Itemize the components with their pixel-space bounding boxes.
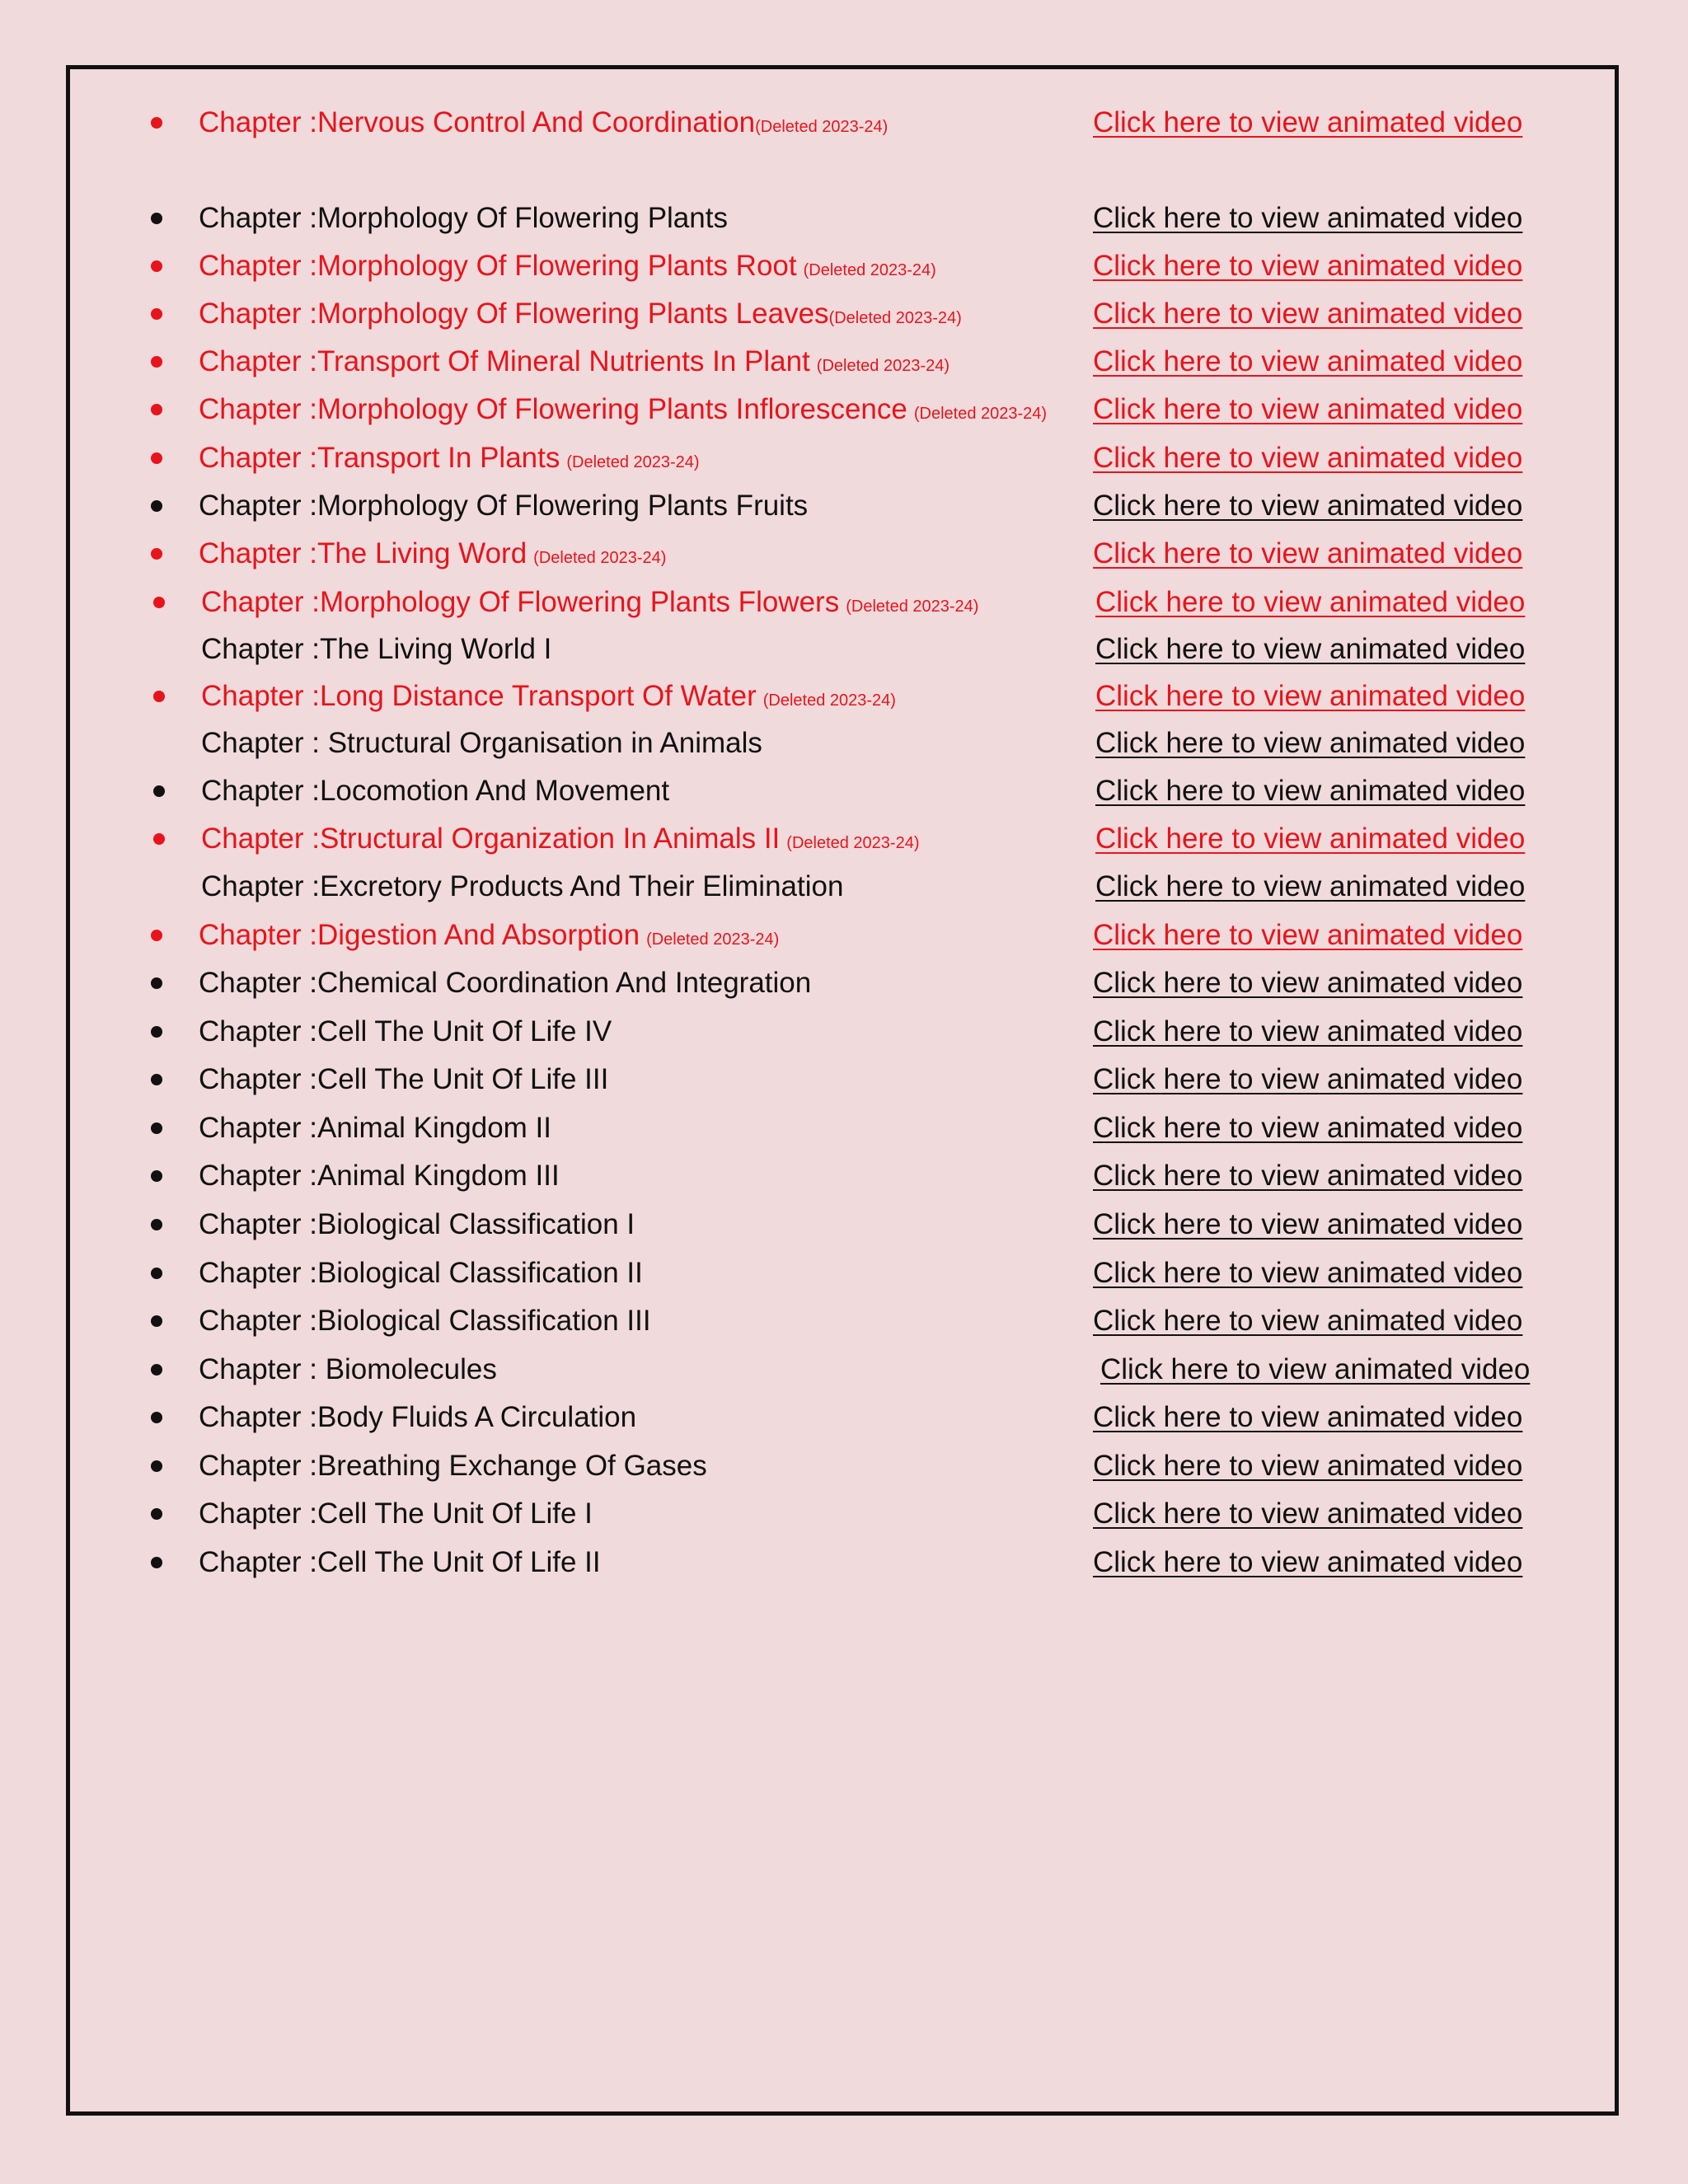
- chapter-title: [201, 815, 920, 867]
- chapter-title: [199, 959, 811, 1007]
- bullet-icon: [153, 691, 165, 702]
- bullet-icon: [151, 1315, 162, 1327]
- chapter-title-text: Chapter :Biological Classification I: [199, 1208, 635, 1240]
- list-item: [0, 767, 1688, 815]
- chapter-title-text: Chapter :Morphology Of Flowering Plants Fruits: [199, 490, 809, 522]
- chapter-title-text: Chapter :Morphology Of Flowering Plants Root: [199, 250, 797, 282]
- video-link[interactable]: Click here to view animated video: [1093, 537, 1523, 569]
- video-link[interactable]: Click here to view animated video: [1093, 1257, 1523, 1289]
- chapter-title-text: Chapter :Morphology Of Flowering Plants Leaves: [199, 298, 829, 330]
- chapter-title-text: Chapter : Biomolecules: [199, 1353, 497, 1385]
- video-link[interactable]: Click here to view animated video: [1095, 870, 1526, 902]
- chapter-title: [199, 290, 962, 342]
- video-link[interactable]: Click here to view animated video: [1095, 680, 1526, 712]
- video-link[interactable]: Click here to view animated video: [1093, 490, 1523, 522]
- chapter-title: [199, 386, 1047, 438]
- video-link[interactable]: Click here to view animated video: [1093, 919, 1523, 951]
- bullet-icon: [151, 117, 162, 129]
- video-link[interactable]: Click here to view animated video: [1100, 1353, 1531, 1385]
- chapter-title-text: Chapter :Locomotion And Movement: [201, 775, 670, 807]
- bullet-icon: [151, 404, 162, 415]
- chapter-title: [199, 1201, 635, 1249]
- bullet-icon: [151, 1557, 162, 1568]
- list-item: [0, 194, 1688, 242]
- chapter-title: [199, 194, 728, 242]
- chapter-title: [199, 99, 888, 151]
- list-item: [0, 434, 1688, 482]
- chapter-title: [199, 1442, 707, 1490]
- video-link[interactable]: Click here to view animated video: [1093, 1450, 1523, 1482]
- chapter-title-text: Chapter :Nervous Control And Coordination: [199, 106, 756, 138]
- chapter-title: [201, 767, 669, 815]
- bullet-icon: [153, 597, 165, 608]
- deleted-note: (Deleted 2023-24): [816, 357, 950, 375]
- chapter-title-text: Chapter :Biological Classification III: [199, 1305, 651, 1337]
- chapter-title-text: Chapter :Structural Organization In Animals II: [201, 823, 781, 855]
- list-item: [0, 1539, 1688, 1586]
- chapter-title-text: Chapter :Morphology Of Flowering Plants: [199, 202, 728, 234]
- video-link[interactable]: Click here to view animated video: [1093, 1497, 1523, 1530]
- list-item: [0, 1394, 1688, 1441]
- bullet-icon: [151, 1268, 162, 1279]
- chapter-title-text: Chapter :Chemical Coordination And Integration: [199, 967, 812, 999]
- list-item: [0, 386, 1688, 434]
- bullet-icon: [151, 1170, 162, 1182]
- video-link[interactable]: Click here to view animated video: [1093, 1305, 1523, 1337]
- deleted-note: (Deleted 2023-24): [762, 691, 896, 710]
- chapter-title-text: Chapter :Excretory Products And Their Elimination: [201, 870, 844, 902]
- video-link[interactable]: Click here to view animated video: [1093, 1208, 1523, 1240]
- list-item: [0, 959, 1688, 1007]
- video-link[interactable]: Click here to view animated video: [1093, 1015, 1523, 1047]
- chapter-title: [199, 482, 808, 530]
- deleted-note: (Deleted 2023-24): [828, 309, 962, 327]
- list-item: [0, 863, 1688, 911]
- chapter-title-text: Chapter :Morphology Of Flowering Plants Inflorescence: [199, 393, 907, 425]
- chapter-title: [199, 1539, 601, 1586]
- bullet-icon: [151, 1412, 162, 1423]
- bullet-icon: [151, 1219, 162, 1230]
- bullet-icon: [151, 308, 162, 320]
- chapter-title-text: Chapter :Cell The Unit Of Life III: [199, 1063, 609, 1095]
- chapter-title-text: Chapter :Cell The Unit Of Life IV: [199, 1015, 612, 1047]
- chapter-title: [201, 719, 762, 767]
- deleted-note: (Deleted 2023-24): [786, 834, 920, 852]
- video-link[interactable]: Click here to view animated video: [1095, 586, 1526, 618]
- video-link[interactable]: Click here to view animated video: [1093, 1160, 1523, 1192]
- list-item: [0, 530, 1688, 578]
- list-item: [0, 482, 1688, 530]
- video-link[interactable]: Click here to view animated video: [1093, 967, 1523, 999]
- list-item: [0, 719, 1688, 767]
- list-item: [0, 626, 1688, 673]
- list-item: [0, 1442, 1688, 1490]
- chapter-title: [199, 1394, 636, 1441]
- chapter-title-text: Chapter :Animal Kingdom II: [199, 1112, 551, 1144]
- chapter-title: [201, 673, 896, 724]
- chapter-title: [199, 912, 779, 963]
- list-item: [0, 673, 1688, 720]
- bullet-icon: [151, 1364, 162, 1376]
- list-item: [0, 1104, 1688, 1152]
- deleted-note: (Deleted 2023-24): [566, 453, 700, 471]
- video-link[interactable]: Click here to view animated video: [1093, 298, 1523, 330]
- chapter-title-text: Chapter :The Living Word: [199, 537, 528, 569]
- chapter-title: [201, 626, 551, 673]
- bullet-icon: [151, 260, 162, 272]
- video-link[interactable]: Click here to view animated video: [1095, 823, 1526, 855]
- chapter-title-text: Chapter :Long Distance Transport Of Water: [201, 680, 757, 712]
- list-item: [0, 242, 1688, 290]
- chapter-title: [199, 1056, 608, 1104]
- deleted-note: (Deleted 2023-24): [533, 549, 667, 567]
- chapter-title: [199, 1297, 651, 1345]
- bullet-icon: [151, 500, 162, 512]
- chapter-title-text: Chapter :Digestion And Absorption: [199, 919, 640, 951]
- bullet-icon: [151, 1122, 162, 1134]
- video-link[interactable]: Click here to view animated video: [1093, 1401, 1523, 1433]
- deleted-note: (Deleted 2023-24): [755, 118, 889, 136]
- chapter-title: [199, 434, 700, 486]
- video-link[interactable]: Click here to view animated video: [1093, 202, 1523, 234]
- video-link[interactable]: Click here to view animated video: [1093, 393, 1523, 425]
- bullet-icon: [151, 930, 162, 941]
- bullet-icon: [153, 785, 165, 797]
- list-item: [0, 338, 1688, 386]
- chapter-title-text: Chapter :The Living World I: [201, 633, 552, 665]
- bullet-icon: [151, 1074, 162, 1085]
- list-item: [0, 290, 1688, 338]
- chapter-title: [199, 242, 936, 294]
- chapter-title-text: Chapter :Cell The Unit Of Life I: [199, 1497, 593, 1530]
- bullet-icon: [151, 977, 162, 989]
- video-link[interactable]: Click here to view animated video: [1095, 727, 1526, 759]
- list-item: [0, 912, 1688, 959]
- bullet-icon: [151, 548, 162, 560]
- list-item: [0, 99, 1688, 147]
- list-item: [0, 1008, 1688, 1056]
- video-link[interactable]: Click here to view animated video: [1093, 1063, 1523, 1095]
- deleted-note: (Deleted 2023-24): [846, 598, 979, 616]
- chapter-title: [199, 1104, 551, 1152]
- video-link[interactable]: Click here to view animated video: [1095, 775, 1526, 807]
- chapter-title: [199, 1249, 643, 1297]
- list-item: [0, 1056, 1688, 1104]
- chapter-title-text: Chapter :Transport In Plants: [199, 442, 560, 474]
- chapter-title: [201, 863, 843, 911]
- chapter-title: [199, 1490, 593, 1538]
- bullet-icon: [151, 1026, 162, 1038]
- video-link[interactable]: Click here to view animated video: [1095, 633, 1526, 665]
- list-item: [0, 1152, 1688, 1200]
- chapter-title-text: Chapter :Morphology Of Flowering Plants Flowers: [201, 586, 840, 618]
- chapter-title: [199, 1008, 612, 1056]
- list-item: [0, 1490, 1688, 1538]
- list-item: [0, 1346, 1688, 1394]
- bullet-icon: [151, 213, 162, 224]
- bullet-icon: [153, 833, 165, 845]
- video-link[interactable]: Click here to view animated video: [1093, 250, 1523, 282]
- list-item: [0, 815, 1688, 863]
- chapter-title-text: Chapter :Transport Of Mineral Nutrients In Plant: [199, 345, 810, 377]
- chapter-title: [199, 338, 950, 390]
- bullet-icon: [151, 452, 162, 464]
- list-item: [0, 579, 1688, 626]
- list-item: [0, 1249, 1688, 1297]
- chapter-title: [199, 1346, 497, 1394]
- list-item: [0, 1201, 1688, 1249]
- chapter-title-text: Chapter :Animal Kingdom III: [199, 1160, 560, 1192]
- chapter-title-text: Chapter :Body Fluids A Circulation: [199, 1401, 637, 1433]
- bullet-icon: [151, 1508, 162, 1520]
- video-link[interactable]: Click here to view animated video: [1093, 442, 1523, 474]
- chapter-title-text: Chapter :Biological Classification II: [199, 1257, 643, 1289]
- deleted-note: (Deleted 2023-24): [913, 405, 1048, 423]
- chapter-title: [199, 530, 666, 582]
- deleted-note: (Deleted 2023-24): [803, 261, 936, 279]
- video-link[interactable]: Click here to view animated video: [1093, 1112, 1523, 1144]
- deleted-note: (Deleted 2023-24): [646, 930, 780, 949]
- video-link[interactable]: Click here to view animated video: [1093, 1546, 1523, 1578]
- chapter-title-text: Chapter :Cell The Unit Of Life II: [199, 1546, 601, 1578]
- video-link[interactable]: Click here to view animated video: [1093, 106, 1523, 138]
- bullet-icon: [151, 1460, 162, 1472]
- list-item: [0, 1297, 1688, 1345]
- chapter-title-text: Chapter : Structural Organisation in Animals: [201, 727, 762, 759]
- chapter-title: [201, 579, 978, 630]
- chapter-title-text: Chapter :Breathing Exchange Of Gases: [199, 1450, 707, 1482]
- bullet-icon: [151, 356, 162, 368]
- video-link[interactable]: Click here to view animated video: [1093, 345, 1523, 377]
- chapter-title: [199, 1152, 560, 1200]
